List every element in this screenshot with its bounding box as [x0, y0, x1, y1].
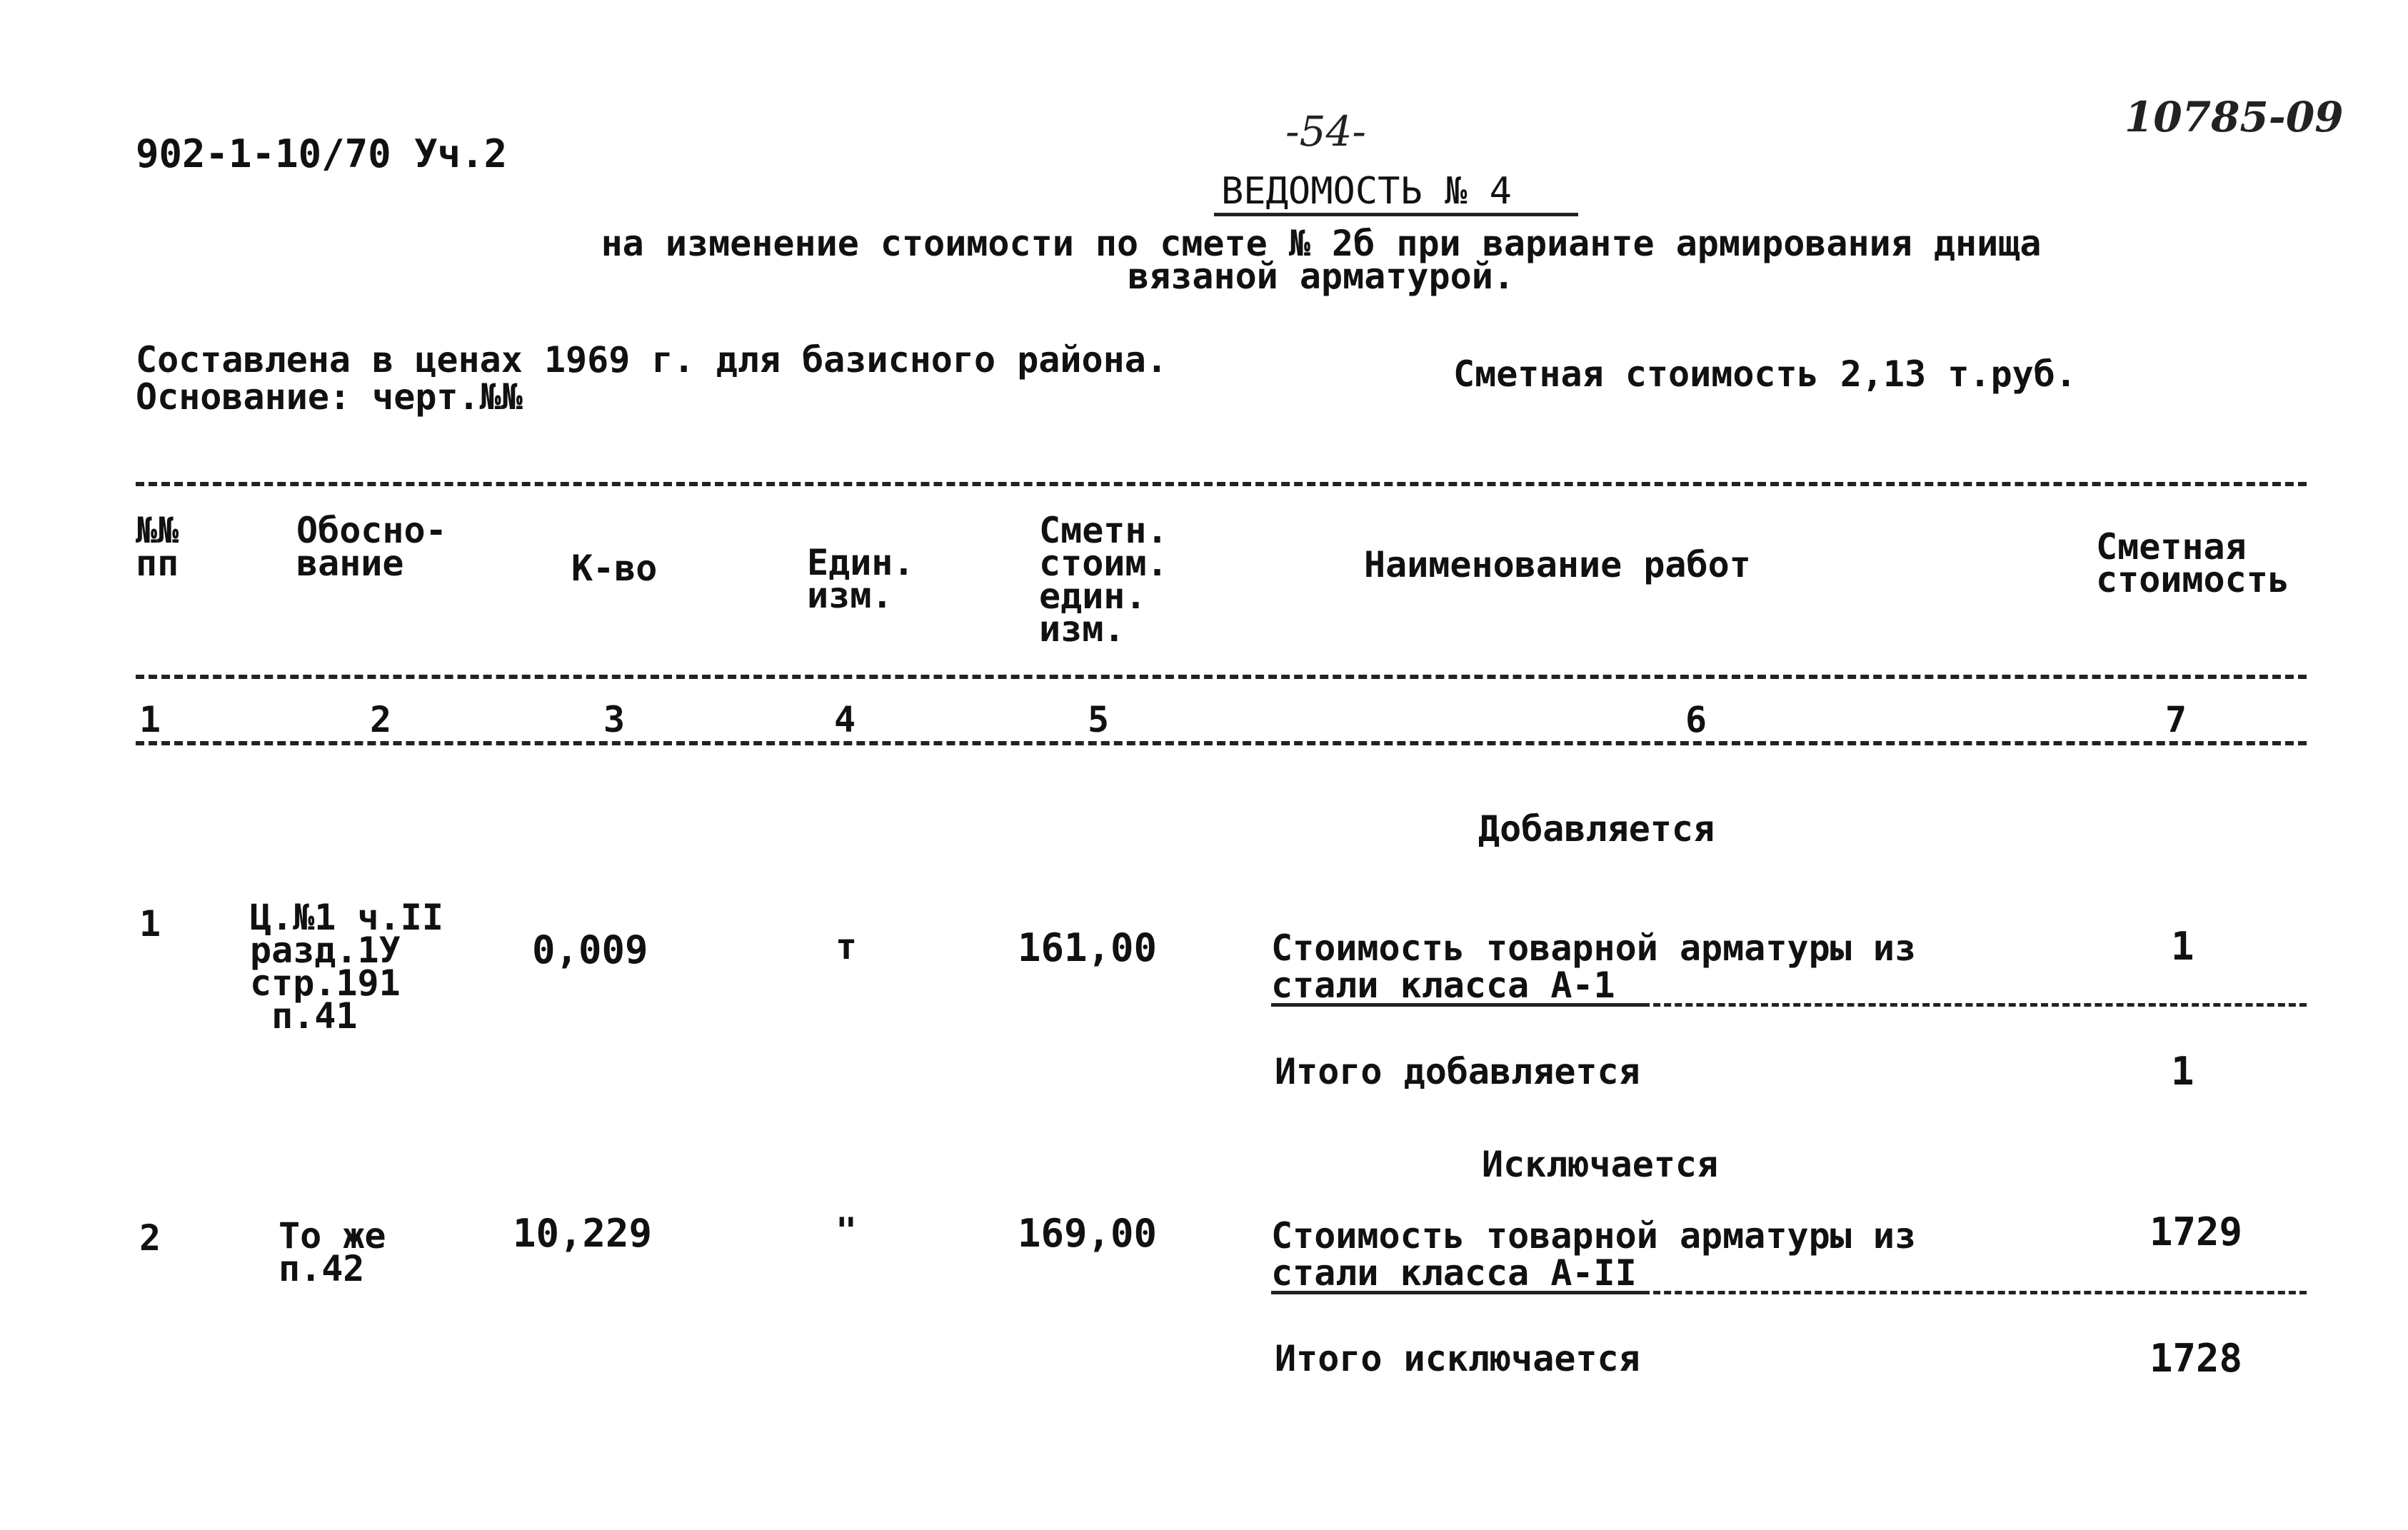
col-header-num: №№ пп [136, 510, 179, 584]
col-header-qty: К-во [571, 548, 658, 589]
row-1-unit: т [836, 926, 858, 967]
total-added-label: Итого добавляется [1275, 1051, 1640, 1092]
row-1-qty: 0,009 [532, 927, 648, 972]
row-2-work-name: Стоимость товарной арматуры из стали класса А-II [1271, 1215, 1917, 1294]
row-1-unit-cost: 161,00 [1018, 925, 1158, 970]
col-header-work-name: Наименование работ [1364, 544, 1751, 585]
row-2-cost: 1729 [2149, 1209, 2243, 1254]
col-header-cost: Сметная стоимость [2096, 526, 2289, 600]
col-header-unit-cost: Сметн. стоим. един. изм. [1039, 510, 1168, 650]
total-excluded-label: Итого исключается [1275, 1338, 1640, 1379]
total-added-value: 1 [2171, 1049, 2194, 1094]
estimate-total: Сметная стоимость 2,13 т.руб. [1453, 353, 2077, 395]
row-1-work-name: Стоимость товарной арматуры из стали класса А-1 [1271, 927, 1917, 1006]
col-number-5: 5 [1088, 699, 1110, 740]
archive-number: 10785-09 [2124, 93, 2344, 141]
col-header-unit: Един. изм. [807, 542, 915, 616]
col-number-3: 3 [603, 699, 626, 740]
col-number-2: 2 [370, 699, 392, 740]
row-1-basis: Ц.№1 ч.II разд.1У стр.191 п.41 [250, 897, 443, 1037]
row-2-unit: " [836, 1210, 858, 1252]
row-2-basis: То же п.42 [279, 1215, 386, 1289]
col-header-basis: Обосно- вание [296, 510, 447, 584]
row-1-cost: 1 [2171, 924, 2194, 969]
row-2-unit-cost: 169,00 [1018, 1211, 1158, 1256]
page-number: -54- [1285, 107, 1366, 156]
section-heading-excluded: Исключается [1482, 1144, 1719, 1185]
statement-subtitle: на изменение стоимости по смете № 2б при варианте армирования днища вязаной арматурой. [601, 223, 2042, 297]
row-1-num: 1 [139, 903, 161, 945]
basis-note: Основание: черт.№№ [136, 376, 523, 418]
composed-note: Составлена в ценах 1969 г. для базисного района. [136, 339, 1168, 381]
row-2-qty: 10,229 [513, 1211, 653, 1256]
col-number-1: 1 [139, 699, 161, 740]
col-number-4: 4 [834, 699, 856, 740]
total-excluded-value: 1728 [2149, 1336, 2243, 1381]
row-2-num: 2 [139, 1217, 161, 1259]
document-code: 902-1-10/70 Уч.2 [136, 131, 508, 176]
section-heading-added: Добавляется [1478, 808, 1715, 850]
statement-title: ВЕДОМОСТЬ № 4 [1221, 170, 1512, 213]
col-number-7: 7 [2165, 699, 2187, 740]
col-number-6: 6 [1685, 699, 1707, 740]
